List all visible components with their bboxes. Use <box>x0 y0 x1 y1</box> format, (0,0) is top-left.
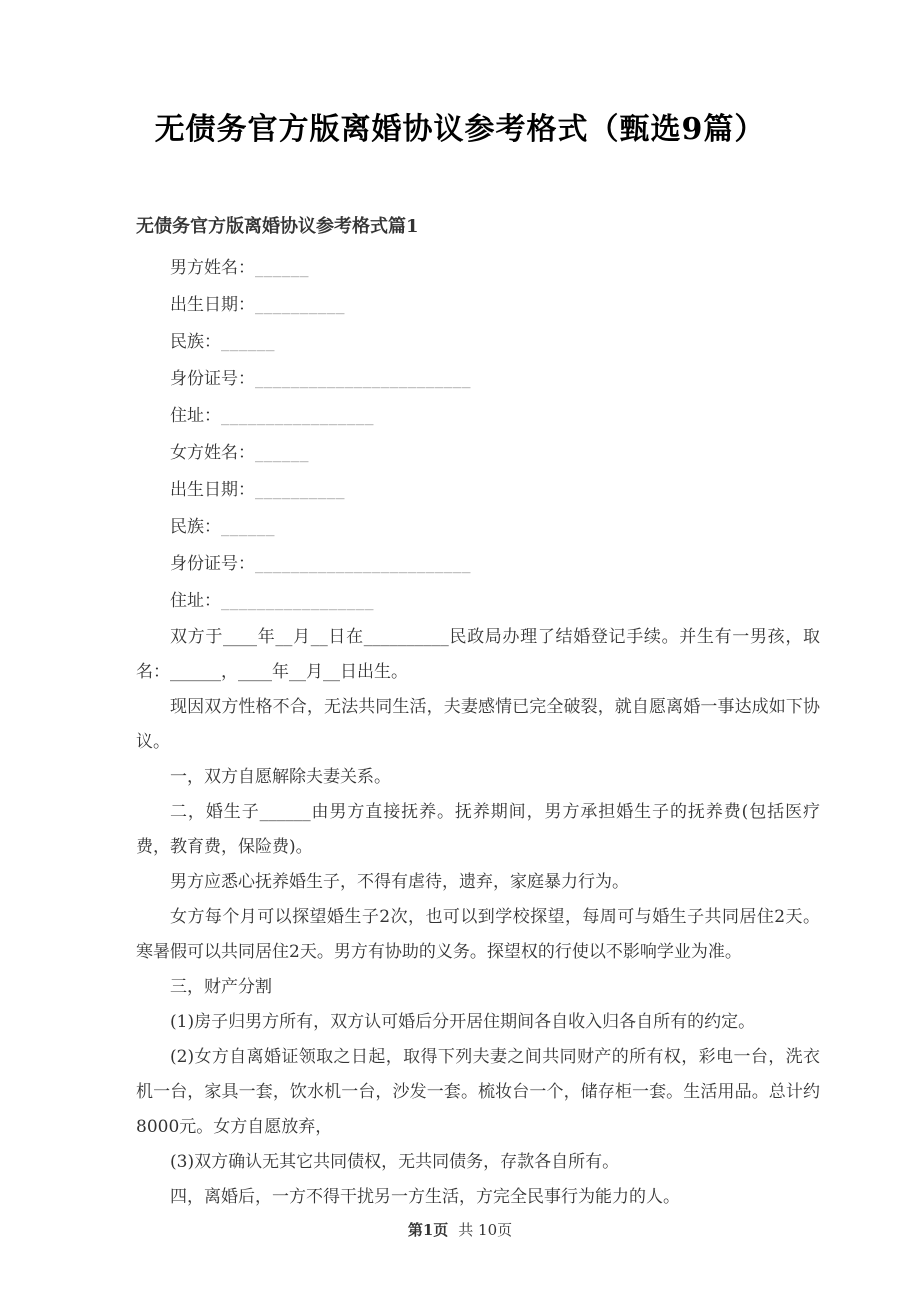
paragraph-divorce-reason: 现因双方性格不合，无法共同生活，夫妻感情已完全破裂，就自愿离婚一事达成如下协议。 <box>136 697 820 752</box>
field-blank-line: ________________________ <box>255 554 471 574</box>
field-label: 住址： <box>170 406 221 426</box>
field-row-wife-ethnicity <box>136 509 820 546</box>
field-blank-line: ______ <box>255 443 309 463</box>
field-label: 民族： <box>170 332 221 352</box>
page-footer <box>0 1219 920 1240</box>
field-label: 住址： <box>170 591 221 611</box>
field-row-husband-birthdate <box>136 287 820 324</box>
paragraph-clause-2-custody: 二，婚生子______由男方直接抚养。抚养期间，男方承担婚生子的抚养费(包括医疗费，教育费，保险费)。 <box>136 802 820 857</box>
field-row-wife-birthdate <box>136 472 820 509</box>
paragraph-property-item-2: (2)女方自离婚证领取之日起，取得下列夫妻之间共同财产的所有权，彩电一台，洗衣机一台，家具一套，饮水机一台，沙发一套。梳妆台一个，储存柜一套。生活用品。总计约8000元。女方自愿放弃， <box>136 1047 820 1137</box>
field-blank-line: __________ <box>255 295 345 315</box>
field-blank-line: _________________ <box>221 591 374 611</box>
field-label: 身份证号： <box>170 554 255 574</box>
field-row-wife-id-number <box>136 546 820 583</box>
field-label: 身份证号： <box>170 369 255 389</box>
paragraph-clause-1: 一，双方自愿解除夫妻关系。 <box>170 767 391 787</box>
field-blank-line: ______ <box>221 332 275 352</box>
page-title: 无债务官方版离婚协议参考格式（甄选9篇） <box>154 112 766 147</box>
field-label: 出生日期： <box>170 295 255 315</box>
field-blank-line: ________________________ <box>255 369 471 389</box>
field-row-husband-id-number <box>136 361 820 398</box>
paragraph-clause-4: 四，离婚后，一方不得干扰另一方生活，方完全民事行为能力的人。 <box>170 1187 680 1207</box>
field-label: 女方姓名： <box>170 443 255 463</box>
field-row-wife-address <box>136 583 820 620</box>
paragraph-clause-3-property: 三，财产分割 <box>170 977 272 997</box>
paragraph-property-item-1: (1)房子归男方所有，双方认可婚后分开居住期间各自收入归各自所有的约定。 <box>170 1012 756 1032</box>
total-pages: 共 10页 <box>458 1221 513 1239</box>
field-row-wife-name <box>136 435 820 472</box>
paragraph-custody-duty: 男方应悉心抚养婚生子，不得有虐待，遗弃，家庭暴力行为。 <box>170 872 629 892</box>
page-number: 第1页 <box>407 1221 449 1239</box>
field-row-husband-ethnicity <box>136 324 820 361</box>
field-row-husband-name <box>136 250 820 287</box>
paragraph-visitation-rights: 女方每个月可以探望婚生子2次，也可以到学校探望，每周可与婚生子共同居住2天。寒暑假可以共同居住2天。男方有协助的义务。探望权的行使以不影响学业为准。 <box>136 907 820 962</box>
field-blank-line: __________ <box>255 480 345 500</box>
field-label: 男方姓名： <box>170 258 255 278</box>
document-body <box>136 214 820 1215</box>
field-blank-line: ______ <box>255 258 309 278</box>
paragraph-property-item-3: (3)双方确认无其它共同债权，无共同债务，存款各自所有。 <box>170 1152 620 1172</box>
field-blank-line: ______ <box>221 517 275 537</box>
field-label: 民族： <box>170 517 221 537</box>
paragraph-marriage-registration: 双方于____年__月__日在__________民政局办理了结婚登记手续。并生有一男孩，取名：______，____年__月__日出生。 <box>136 627 820 682</box>
field-row-husband-address <box>136 398 820 435</box>
field-blank-line: _________________ <box>221 406 374 426</box>
section-heading: 无债务官方版离婚协议参考格式篇1 <box>136 216 419 237</box>
field-label: 出生日期： <box>170 480 255 500</box>
